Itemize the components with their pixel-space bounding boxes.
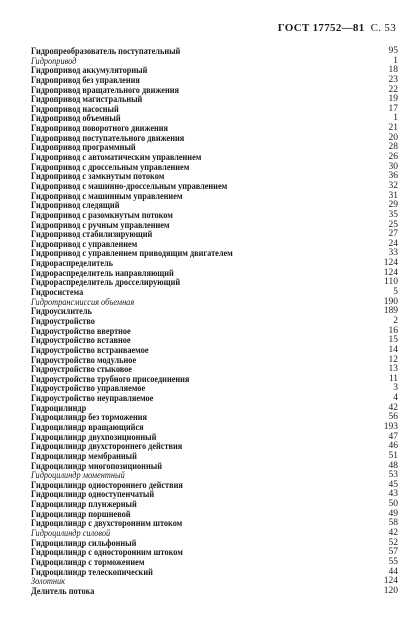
entry-page-number: 50 xyxy=(388,499,398,510)
entry-page-number: 15 xyxy=(388,335,398,346)
entry-term: Гидропривод с машинным управлением xyxy=(31,190,183,201)
index-entry xyxy=(0,277,410,287)
index-entry xyxy=(0,383,410,393)
index-entry xyxy=(0,113,410,123)
entry-page-number: 1 xyxy=(393,113,398,124)
index-entry xyxy=(0,567,410,577)
term-index-list xyxy=(0,46,410,596)
index-entry xyxy=(0,355,410,365)
index-entry xyxy=(0,412,410,422)
entry-page-number: 35 xyxy=(388,209,398,220)
index-entry xyxy=(0,306,410,316)
index-entry xyxy=(0,171,410,181)
entry-page-number: 53 xyxy=(388,470,398,481)
index-entry xyxy=(0,432,410,442)
entry-term: Гидропривод стабилизирующий xyxy=(31,229,153,240)
entry-page-number: 48 xyxy=(388,460,398,471)
entry-term: Гидроцилиндр вращающийся xyxy=(31,421,144,432)
entry-term: Гидропривод объемный xyxy=(31,113,121,124)
entry-page-number: 32 xyxy=(388,180,398,191)
entry-page-number: 95 xyxy=(388,46,398,56)
index-entry xyxy=(0,181,410,191)
entry-page-number: 45 xyxy=(388,479,398,490)
index-entry xyxy=(0,470,410,480)
entry-term: Гидроустройство вставное xyxy=(31,335,131,346)
index-entry xyxy=(0,287,410,297)
entry-page-number: 12 xyxy=(388,354,398,365)
entry-term: Гидроустройство стыковое xyxy=(31,364,132,375)
entry-term: Гидроцилиндр плунжерный xyxy=(31,499,137,510)
entry-term: Гидропривод с автоматическим управлением xyxy=(31,152,202,163)
entry-term: Гидропривод с разомкнутым потоком xyxy=(31,209,173,220)
entry-page-number: 4 xyxy=(393,393,398,404)
index-entry xyxy=(0,248,410,258)
entry-term: Гидрораспределитель дросселирующий xyxy=(31,277,181,288)
entry-term: Гидроусилитель xyxy=(31,306,92,317)
entry-page-number: 124 xyxy=(383,267,398,278)
standard-number: ГОСТ 17752—81 xyxy=(277,22,365,34)
entry-page-number: 57 xyxy=(388,547,398,558)
index-entry xyxy=(0,518,410,528)
index-entry xyxy=(0,162,410,172)
index-entry xyxy=(0,316,410,326)
entry-term: Гидроцилиндр одностороннего действия xyxy=(31,479,183,490)
index-entry xyxy=(0,489,410,499)
entry-page-number: 124 xyxy=(383,576,398,587)
entry-page-number: 29 xyxy=(388,200,398,211)
entry-page-number: 124 xyxy=(383,258,398,269)
entry-page-number: 42 xyxy=(388,402,398,413)
entry-page-number: 44 xyxy=(388,566,398,577)
entry-page-number: 33 xyxy=(388,248,398,259)
index-entry xyxy=(0,104,410,114)
entry-page-number: 23 xyxy=(388,74,398,85)
entry-term: Гидроцилиндр поршневой xyxy=(31,508,131,519)
entry-page-number: 25 xyxy=(388,219,398,230)
entry-term: Гидроцилиндр без торможения xyxy=(31,412,147,423)
entry-term: Гидропривод насосный xyxy=(31,103,119,114)
entry-page-number: 190 xyxy=(383,296,398,307)
index-entry xyxy=(0,65,410,75)
entry-page-number: 20 xyxy=(388,132,398,143)
index-entry xyxy=(0,557,410,567)
entry-page-number: 110 xyxy=(384,277,398,288)
entry-page-number: 43 xyxy=(388,489,398,500)
index-entry xyxy=(0,152,410,162)
entry-term: Гидроцилиндр сильфонный xyxy=(31,537,137,548)
entry-page-number: 51 xyxy=(388,450,398,461)
entry-term: Гидропривод xyxy=(31,55,77,66)
entry-page-number: 5 xyxy=(393,287,398,298)
index-entry xyxy=(0,576,410,586)
entry-term: Золотник xyxy=(31,576,65,587)
entry-term: Гидроцилиндр моментный xyxy=(31,470,125,481)
entry-page-number: 18 xyxy=(388,65,398,76)
index-entry xyxy=(0,364,410,374)
entry-page-number: 17 xyxy=(388,103,398,114)
entry-page-number: 193 xyxy=(383,421,398,432)
entry-page-number: 21 xyxy=(388,123,398,134)
entry-page-number: 46 xyxy=(388,441,398,452)
entry-term: Гидроустройство трубного присоединения xyxy=(31,373,190,384)
entry-page-number: 1 xyxy=(393,55,398,66)
index-entry xyxy=(0,499,410,509)
entry-term: Гидроустройство ввертное xyxy=(31,325,131,336)
entry-page-number: 19 xyxy=(388,94,398,105)
entry-term: Гидросистема xyxy=(31,287,84,298)
index-entry xyxy=(0,422,410,432)
entry-term: Гидропривод с замкнутым потоком xyxy=(31,171,165,182)
entry-page-number: 189 xyxy=(383,306,398,317)
entry-term: Гидропривод с управлением xyxy=(31,238,138,249)
entry-page-number: 56 xyxy=(388,412,398,423)
page-number: С. 53 xyxy=(370,22,396,34)
entry-page-number: 28 xyxy=(388,142,398,153)
entry-term: Гидропривод поворотного движения xyxy=(31,123,169,134)
index-entry xyxy=(0,133,410,143)
entry-page-number: 30 xyxy=(388,161,398,172)
index-entry xyxy=(0,451,410,461)
entry-term: Гидроцилиндр с двухсторонним штоком xyxy=(31,518,183,529)
entry-term: Гидрораспределитель xyxy=(31,258,114,269)
entry-term: Гидропривод следящий xyxy=(31,200,120,211)
index-entry xyxy=(0,335,410,345)
index-entry xyxy=(0,461,410,471)
entry-page-number: 52 xyxy=(388,537,398,548)
entry-page-number: 11 xyxy=(388,373,398,384)
entry-term: Гидроцилиндр телескопический xyxy=(31,566,153,577)
index-entry xyxy=(0,94,410,104)
index-entry xyxy=(0,393,410,403)
entry-term: Гидропривод с дроссельным управлением xyxy=(31,161,190,172)
index-entry xyxy=(0,268,410,278)
entry-page-number: 26 xyxy=(388,152,398,163)
entry-page-number: 27 xyxy=(388,229,398,240)
entry-page-number: 42 xyxy=(388,528,398,539)
entry-term: Гидроцилиндр с односторонним штоком xyxy=(31,547,183,558)
index-entry xyxy=(0,191,410,201)
entry-term: Гидрораспределитель направляющий xyxy=(31,267,174,278)
entry-term: Гидропривод с управлением приводящим двигателем xyxy=(31,248,233,259)
entry-term: Гидроустройство неуправляемое xyxy=(31,393,154,404)
index-entry xyxy=(0,326,410,336)
entry-term: Гидроцилиндр одноступенчатый xyxy=(31,489,155,500)
entry-term: Гидропривод с машинно-дроссельным управлением xyxy=(31,180,228,191)
index-entry xyxy=(0,345,410,355)
entry-term: Гидроустройство модульное xyxy=(31,354,137,365)
entry-term: Гидроустройство встраиваемое xyxy=(31,344,149,355)
entry-page-number: 2 xyxy=(393,315,398,326)
index-entry xyxy=(0,547,410,557)
entry-term: Гидроцилиндр xyxy=(31,402,87,413)
index-entry xyxy=(0,46,410,56)
index-entry xyxy=(0,509,410,519)
index-entry xyxy=(0,538,410,548)
index-entry xyxy=(0,297,410,307)
entry-page-number: 16 xyxy=(388,325,398,336)
entry-page-number: 22 xyxy=(388,84,398,95)
entry-term: Гидропривод поступательного движения xyxy=(31,132,185,143)
entry-term: Гидроцилиндр двухстороннего действия xyxy=(31,441,183,452)
index-entry xyxy=(0,239,410,249)
entry-term: Гидроцилиндр силовой xyxy=(31,528,111,539)
entry-term: Гидропривод аккумуляторный xyxy=(31,65,148,76)
index-entry xyxy=(0,586,410,596)
index-entry xyxy=(0,123,410,133)
entry-page-number: 14 xyxy=(388,344,398,355)
index-entry xyxy=(0,403,410,413)
entry-term: Гидроустройство управляемое xyxy=(31,383,146,394)
index-entry xyxy=(0,85,410,95)
index-entry xyxy=(0,374,410,384)
index-entry xyxy=(0,229,410,239)
entry-page-number: 58 xyxy=(388,518,398,529)
index-entry xyxy=(0,200,410,210)
entry-term: Гидропривод программный xyxy=(31,142,136,153)
entry-term: Гидроцилиндр с торможением xyxy=(31,556,145,567)
entry-page-number: 49 xyxy=(388,508,398,519)
entry-term: Гидротрансмиссия объемная xyxy=(31,296,135,307)
index-entry xyxy=(0,142,410,152)
index-entry xyxy=(0,220,410,230)
entry-page-number: 31 xyxy=(388,190,398,201)
entry-page-number: 120 xyxy=(383,585,398,596)
entry-term: Гидроцилиндр двухпозиционный xyxy=(31,431,157,442)
entry-term: Гидроцилиндр многопозиционный xyxy=(31,460,162,471)
entry-term: Гидропривод магистральный xyxy=(31,94,143,105)
entry-page-number: 55 xyxy=(388,556,398,567)
entry-page-number: 3 xyxy=(393,383,398,394)
entry-page-number: 36 xyxy=(388,171,398,182)
entry-term: Гидроцилиндр мембранный xyxy=(31,450,137,461)
entry-term: Гидропреобразователь поступательный xyxy=(31,46,181,56)
entry-term: Гидропривод вращательного движения xyxy=(31,84,179,95)
running-head xyxy=(278,22,396,34)
index-entry xyxy=(0,56,410,66)
index-entry xyxy=(0,441,410,451)
index-entry xyxy=(0,75,410,85)
entry-term: Делитель потока xyxy=(31,585,95,596)
entry-term: Гидропривод с ручным управлением xyxy=(31,219,170,230)
index-entry xyxy=(0,258,410,268)
entry-page-number: 13 xyxy=(388,364,398,375)
page-header xyxy=(0,22,410,36)
entry-term: Гидропривод без управления xyxy=(31,74,140,85)
entry-page-number: 24 xyxy=(388,238,398,249)
entry-page-number: 47 xyxy=(388,431,398,442)
index-entry xyxy=(0,528,410,538)
entry-term: Гидроустройство xyxy=(31,315,95,326)
index-entry xyxy=(0,210,410,220)
index-entry xyxy=(0,480,410,490)
